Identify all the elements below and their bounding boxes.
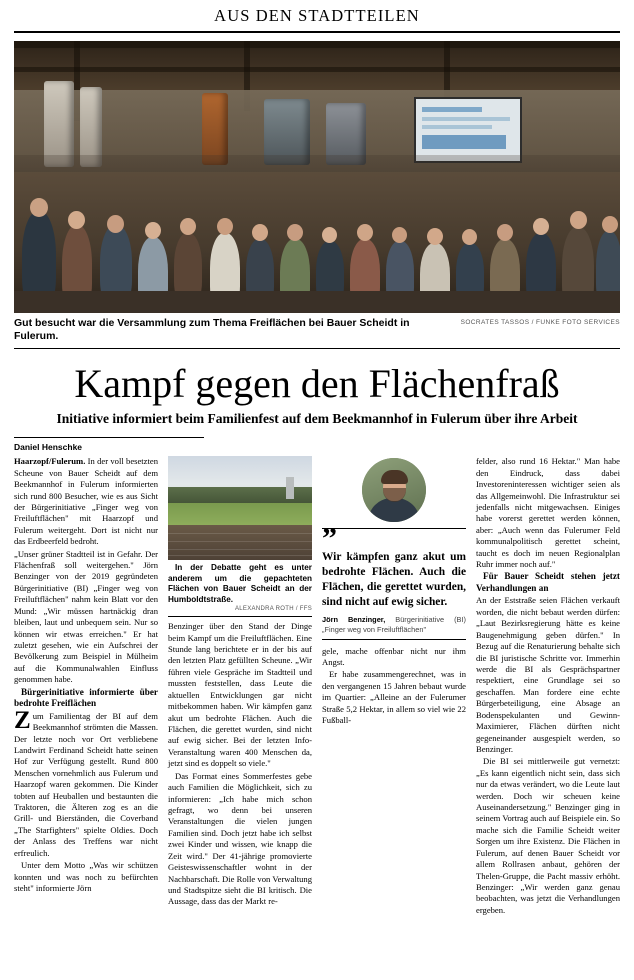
col4-subhead: Für Bauer Scheidt stehen jetzt Verhandlungen an xyxy=(476,571,620,593)
photo-projection-screen xyxy=(414,97,522,163)
column-3 xyxy=(322,456,466,886)
lead-photo-credit: SOCRATES TASSOS / FUNKE FOTO SERVICES xyxy=(460,319,620,326)
photo-beam xyxy=(14,41,620,48)
lead-photo-caption-row xyxy=(14,313,620,349)
quote-author-role: Bürgerinitiative (BI) „Finger weg von Freiluftflächen" xyxy=(322,614,466,634)
field-photo-credit: ALEXANDRA ROTH / FFS xyxy=(168,606,312,617)
dateline: Haarzopf/Fulerum. xyxy=(14,456,86,467)
avatar xyxy=(362,458,426,522)
photo-floor xyxy=(14,291,620,313)
col3-p1: gele, mache offenbar nicht nur ihm Angst. xyxy=(322,645,466,667)
dateline-paragraph xyxy=(14,456,158,547)
section-header: AUS DEN STADTTEILEN xyxy=(14,0,620,33)
quote-mark-icon: ” xyxy=(322,522,337,556)
quote-author-name: Jörn Benzinger, xyxy=(322,614,386,624)
quote-text: Wir kämpfen ganz akut um bedrohte Flächen. Auch die Flächen, die gerettet wurden, sind nicht auf ewig sicher. xyxy=(322,551,466,608)
photo-crowd xyxy=(14,155,620,313)
col1-subhead: Bürgerinitiative informierte über bedrohte Freiflächen xyxy=(14,686,158,709)
col2-p1: Benzinger über den Stand der Dinge beim Kampf um die Freiluftflächen. Eine Stunde lang berichtete er in der bis auf den letzten Platz gefüllten Scheune. „Wir führen viele Gespräche im Stadtteil und mussten feststellen, dass Leute die aktuellen Entwicklungen gar nicht mitbekommen haben. Wir kämpfen ganz akut um bedrohte Flächen. Auch die Flächen, die gerettet wurden, sind nicht auf ewig sicher. Bei der letzten Info-Veranstaltung waren 400 Menschen da, jetzt sind es doppelt so viele." xyxy=(168,621,312,769)
pull-quote xyxy=(322,458,466,639)
column-2 xyxy=(168,456,312,907)
quote-divider-top xyxy=(322,528,466,529)
col1-p4: Unter dem Motto „Was wir schützen konnten und was noch zu befürchten steht" informierte Jörn xyxy=(14,860,158,894)
page-title: Kampf gegen den Flächenfraß xyxy=(74,361,560,407)
lead-text: In der voll besetzten Scheune von Bauer Scheidt auf dem Beekmannhof in Fulerum informierten sich rund 800 Besucher, wie es aus Sicht der Bürgerinitiative „Finger weg von Freiluftflächen" mit Haarzopf und Fulerum weitergeht. Dort ist nicht nur das Erdbeerfeld bedroht. xyxy=(14,456,158,547)
col1-p3: Zum Familientag der BI auf dem Beekmannhof strömten die Massen. Der letzte noch vor Ort verbliebene Landwirt Ferdinand Scheidt hatte seinen Hof zur Verfügung gestellt. Rund 800 Menschen vornehmlich aus Fulerum und Haarzopf waren gekommen. Die Kinder tobten auf Heuballen und bestaunten die Traktoren, die Älteren zog es an die Grill- und Bierständen, die Coverband „The Starfighters" spielte Oldies. Doch der Anlass des Treffens war nicht erfreulich. xyxy=(14,706,158,858)
article-columns xyxy=(14,456,620,915)
col4-p1: felder, also rund 16 Hektar." Man habe den Eindruck, dass dabei Investoreninteressen wichtiger seien als das Allgemeinwohl. Die Infrastruktur sei jedenfalls nicht mitgewachsen. Einiges habe vorerst gerettet werden können, aber: „Auch wenn das Fulerumer Feld kommunalpolitisch gerettet scheint, taucht es doch im neuen Regionalplan Ruhr immer noch auf." xyxy=(476,456,620,570)
col1-p2: „Unser grüner Stadtteil ist in Gefahr. Der Flächenfraß soll weitergehen." Jörn Benzinger von der 2019 gegründeten Bürgerinitiative (BI) „Finger weg von Freiluftflächen" nahm kein Blatt vor den Mund: „Wir müssen hartnäckig dran bleiben, laut und unbequem sein. Nur so können wir etwas erreichen." Er hat zuletzt gesehen, wie ein Aufschrei der Bevölkerung zum Beispiel in Mülheim auf die Kommunalwahlen Einfluss genommen habe. xyxy=(14,548,158,685)
photo-silo xyxy=(44,81,74,167)
byline: Daniel Henschke xyxy=(14,437,204,452)
photo-silo xyxy=(202,93,228,165)
col4-p3: Die BI sei mittlerweile gut vernetzt: „Es kann eigentlich nicht sein, dass sich nur da etwas verändert, wo die Leute laut werden. Doch wir scheuen keine Auseinandersetzung." Benzinger ging in seinem Vortrag auch auf Beispiele ein. So mache sich die Familie Scheidt weiter Sorgen um ihre Existenz. Die Flächen in Fulerum, auf denen Bauer Scheidt vor allem Rollrasen anbaut, gehören der Thelen-Gruppe, die Pacht massiv erhöht. Benzinger: „Wir werden ganz genau beobachten, was jetzt die Verhandlungen ergeben. xyxy=(476,756,620,915)
photo-beam xyxy=(14,67,620,72)
column-1 xyxy=(14,456,158,894)
col2-p2: Das Format eines Sommerfestes gebe auch Familien die Möglichkeit, sich zu informieren: „Ich habe mich schon gefragt, wo denn bei unseren Veranstaltungen die vielen jungen Familien sind. Doch jetzt habe ich selbst zwei Kinder und wissen, wie knapp die Zeit wird." Der 41-jährige promovierte Geisteswissenschaftler wohnt in der Nachbarschaft. Die Rolle von Verwaltung und Stadtspitze sieht die BI kritisch. Die Aussage, dass das der Markt re- xyxy=(168,770,312,907)
lead-photo-container xyxy=(14,41,620,349)
lead-photo xyxy=(14,41,620,313)
column-4 xyxy=(476,456,620,915)
article-subhead: Initiative informiert beim Familienfest auf dem Beekmannhof in Fulerum über ihre Arbeit xyxy=(56,411,578,427)
photo-meadow xyxy=(168,503,312,526)
col3-p2: Er habe zusammengerechnet, was in den vergangenen 15 Jahren bebaut wurde im Quartier: „Alleine an der Fulerumer Straße 5,2 Hektar, in allem so viel wie 22 Fußball- xyxy=(322,669,466,726)
quote-divider-bottom xyxy=(322,639,466,640)
col4-p2: An der Eststraße seien Flächen verkauft worden, die nicht bebaut werden dürfen: „Laut Bezirksregierung hätte es keine Baugenehmigung geben dürfen." In Bezug auf die Renaturierung behalte sich die BI juristische Schritte vor. Immerhin werde die BI als Gesprächspartner respektiert, eine Grundlage sei so geschaffen. Man fordere eine echte Bürgerbeteiligung, eine Absage an Bodenspekulanten und Gewinn-Maximierer, Flächen dürften nicht gegeneinander ausgespielt werden, so Benzinger. xyxy=(476,595,620,754)
field-photo xyxy=(168,456,312,560)
lead-photo-caption: Gut besucht war die Versammlung zum Thema Freiflächen bei Bauer Scheidt in Fulerum. xyxy=(14,317,410,343)
quote-attribution xyxy=(322,615,466,635)
field-photo-caption: In der Debatte geht es unter anderem um die gepachteten Flächen von Bauer Scheidt an der Humboldtstraße. xyxy=(168,563,312,604)
photo-tower xyxy=(286,477,294,499)
